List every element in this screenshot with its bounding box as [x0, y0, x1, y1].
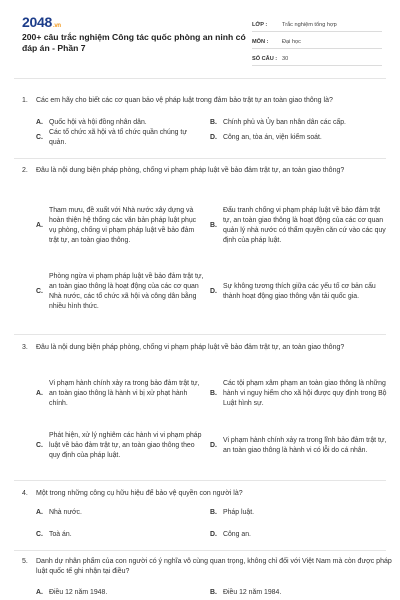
logo-suffix: .vn	[52, 23, 61, 29]
option-d[interactable]	[210, 420, 390, 472]
meta-row-count	[252, 49, 382, 66]
option-text: Công an, tòa án, viện kiểm soát.	[223, 133, 322, 141]
option-c[interactable]	[36, 127, 204, 149]
option-letter: D.	[210, 133, 217, 141]
option-text: Sự không tương thích giữa các yếu tố cơ bản cấu thành hoạt động giao thông vận tải quốc gia.	[223, 282, 376, 300]
option-text: Pháp luật.	[223, 509, 255, 516]
option-text: Phòng ngừa vi phạm pháp luật về bảo đảm trật tự, an toàn giao thông là hoạt động của các cơ quan Nhà nước, các tổ chức xã hội và công dân bằng nhiều hình thức.	[49, 272, 204, 311]
question-divider	[14, 334, 386, 335]
question-text	[22, 96, 392, 106]
question-divider	[14, 480, 386, 481]
option-letter: D.	[210, 531, 217, 538]
header-divider	[14, 78, 386, 79]
option-b[interactable]	[210, 373, 390, 415]
option-b[interactable]	[210, 508, 390, 518]
question-text	[22, 489, 392, 499]
option-letter: C.	[36, 287, 43, 295]
option-d[interactable]	[210, 530, 390, 540]
option-text: Điều 12 năm 1948.	[49, 589, 108, 596]
question-body: Đâu là nội dung biện pháp phòng, chống vi phạm pháp luật về bảo đảm trật tự, an toàn giao thông?	[36, 167, 345, 174]
option-letter: D.	[210, 441, 217, 449]
question-number: 5.	[22, 558, 28, 565]
option-letter: C.	[36, 441, 43, 449]
meta-key: MÔN :	[252, 39, 269, 45]
question-number: 3.	[22, 344, 28, 351]
question-body: Đâu là nội dung biện pháp phòng, chống vi phạm pháp luật về bảo đảm trật tự, an toàn giao thông?	[36, 344, 345, 351]
option-letter: D.	[210, 287, 217, 295]
meta-value: Trắc nghiệm tổng hợp	[282, 22, 337, 28]
question-number: 2.	[22, 167, 28, 174]
question-body: Một trong những công cụ hữu hiệu để bảo vệ quyền con người là?	[36, 490, 243, 497]
option-text: Tham mưu, đề xuất với Nhà nước xây dựng và hoàn thiện hệ thống các văn bản pháp luật phục vụ phòng, chống vi phạm pháp luật về bảo đảm trật tự, an toàn giao thông.	[49, 206, 197, 245]
question-divider	[14, 158, 386, 159]
option-a[interactable]	[36, 508, 196, 518]
option-a[interactable]	[36, 373, 204, 415]
option-letter: A.	[36, 119, 43, 126]
question-divider	[14, 550, 386, 551]
option-c[interactable]	[36, 266, 204, 318]
option-text: Vi phạm hành chính xảy ra trong bảo đảm trật tự, an toàn giao thông là hành vi bị xử phạt hành chính.	[49, 379, 200, 408]
option-text: Quốc hội và hội đồng nhân dân.	[49, 119, 147, 126]
option-a[interactable]	[36, 195, 204, 257]
option-letter: B.	[210, 221, 217, 229]
meta-key: SỐ CÂU :	[252, 56, 278, 62]
option-letter: B.	[210, 589, 217, 596]
option-letter: A.	[36, 509, 43, 516]
option-letter: B.	[210, 119, 217, 126]
option-letter: A.	[36, 389, 43, 397]
page-title: 200+ câu trắc nghiệm Công tác quốc phòng an ninh có đáp án - Phần 7	[22, 32, 246, 53]
option-text: Toà án.	[49, 531, 72, 538]
option-letter: C.	[36, 133, 43, 141]
question-text	[22, 166, 392, 176]
question-number: 1.	[22, 97, 28, 104]
option-text: Các tội phạm xâm phạm an toàn giao thông là những hành vi nguy hiểm cho xã hội được quy định trong Bộ Luật hình sự.	[223, 379, 387, 408]
option-letter: A.	[36, 221, 43, 229]
meta-value: 30	[282, 56, 289, 62]
meta-value: Đại học	[282, 39, 301, 45]
option-text: Các tổ chức xã hội và tổ chức quần chúng tự quản.	[49, 128, 187, 146]
option-text: Phát hiện, xử lý nghiêm các hành vi vi phạm pháp luật về bảo đảm trật tự, an toàn giao thông theo quy định của pháp luật.	[49, 431, 202, 460]
option-d[interactable]	[210, 127, 390, 149]
meta-row-subject	[252, 32, 382, 49]
meta-table	[252, 15, 382, 66]
option-d[interactable]	[210, 266, 390, 318]
option-b[interactable]	[210, 588, 390, 598]
question-body: Danh dự nhân phẩm của con người có ý nghĩa vô cùng quan trọng, không chỉ đối với Việt Nam mà còn được pháp luật quốc tế ghi nhận tại điều?	[36, 558, 392, 575]
option-b[interactable]	[210, 195, 390, 257]
option-letter: B.	[210, 389, 217, 397]
option-text: Nhà nước.	[49, 509, 82, 516]
site-logo[interactable]	[22, 14, 61, 30]
meta-row-class	[252, 15, 382, 32]
logo-text: 2048	[22, 14, 52, 30]
option-letter: A.	[36, 589, 43, 596]
question-body: Các em hãy cho biết các cơ quan bảo vệ pháp luật trong đảm bảo trật tự an toàn giao thông là?	[36, 97, 333, 104]
question-text	[22, 343, 392, 353]
option-c[interactable]	[36, 420, 204, 472]
option-text: Chính phủ và Ủy ban nhân dân các cấp.	[223, 119, 346, 126]
option-letter: C.	[36, 531, 43, 538]
option-text: Điều 12 năm 1984.	[223, 589, 282, 596]
meta-key: LỚP :	[252, 22, 268, 28]
page-header	[0, 0, 400, 78]
question-number: 4.	[22, 490, 28, 497]
option-a[interactable]	[36, 588, 196, 598]
option-text: Công an.	[223, 531, 251, 538]
option-letter: B.	[210, 509, 217, 516]
question-text	[22, 557, 392, 577]
option-c[interactable]	[36, 530, 196, 540]
option-text: Vi phạm hành chính xảy ra trong lĩnh bảo đảm trật tự, an toàn giao thông là hành vi có lỗi do cá nhân.	[223, 436, 387, 454]
option-text: Đấu tranh chống vi phạm pháp luật về bảo đảm trật tự, an toàn giao thông là hoạt động của các cơ quan quản lý nhà nước có thẩm quyền căn cứ vào các quy định của pháp luật.	[223, 206, 386, 245]
